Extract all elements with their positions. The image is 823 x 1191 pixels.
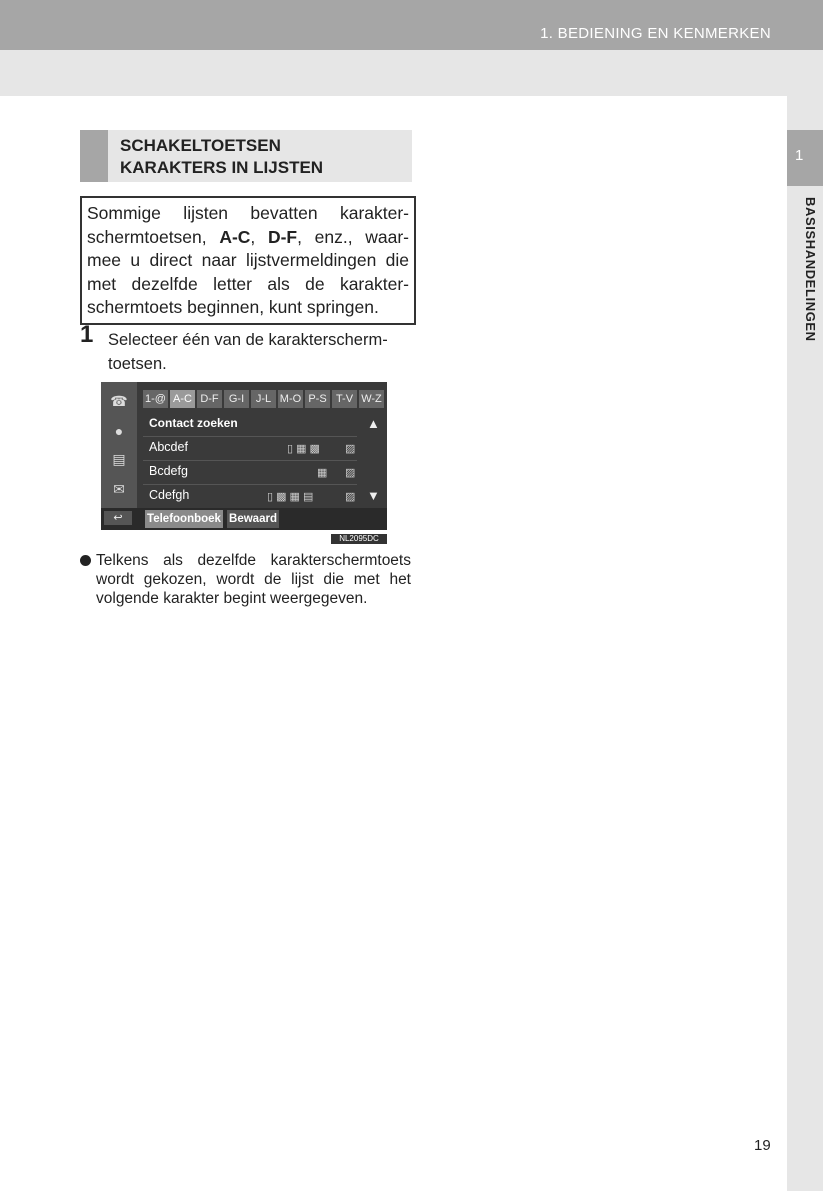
phone-number-icons: ▯ ▩ ▦ ▤ bbox=[267, 491, 314, 503]
row-divider bbox=[143, 460, 357, 461]
header-sub-bar bbox=[0, 50, 823, 96]
intro-separator: , bbox=[250, 226, 268, 247]
list-item[interactable]: Cdefgh bbox=[149, 488, 190, 502]
row-divider bbox=[143, 436, 357, 437]
list-item[interactable]: Abcdef bbox=[149, 440, 188, 454]
phone-number-icons: ▦ bbox=[317, 467, 328, 479]
section-title bbox=[120, 135, 323, 179]
email-icon: ▨ bbox=[345, 443, 356, 455]
email-icon: ▨ bbox=[345, 491, 356, 503]
intro-box bbox=[80, 196, 416, 325]
chapter-title: 1. BEDIENING EN KENMERKEN bbox=[540, 25, 771, 42]
section-heading bbox=[80, 130, 412, 182]
screen-illustration bbox=[101, 382, 387, 530]
char-tab-1[interactable]: 1-@ bbox=[143, 390, 168, 408]
char-tab-8[interactable]: T-V bbox=[332, 390, 357, 408]
char-tab-4[interactable]: G-I bbox=[224, 390, 249, 408]
row-divider bbox=[143, 484, 357, 485]
history-icon: ▤ bbox=[112, 451, 126, 467]
tab-bewaard[interactable]: Bewaard bbox=[227, 510, 279, 528]
scroll-down-icon[interactable]: ▼ bbox=[367, 488, 380, 503]
scroll-up-icon[interactable]: ▲ bbox=[367, 416, 380, 431]
intro-text-part2: , enz., waar-mee u direct naar lijstvermeldingen die met dezelfde letter als de karakter-schermtoets beginnen, kunt springen. bbox=[87, 226, 409, 317]
section-heading-marker bbox=[80, 130, 108, 182]
side-chapter-label: BASISHANDELINGEN bbox=[803, 197, 818, 342]
char-tab-3[interactable]: D-F bbox=[197, 390, 222, 408]
side-chapter-number: 1 bbox=[795, 147, 804, 164]
intro-key-ac: A-C bbox=[219, 226, 251, 247]
char-tab-7[interactable]: P-S bbox=[305, 390, 330, 408]
char-tab-5[interactable]: J-L bbox=[251, 390, 276, 408]
section-title-line2: KARAKTERS IN LIJSTEN bbox=[120, 158, 324, 177]
page-number: 19 bbox=[754, 1137, 771, 1154]
message-icon: ✉ bbox=[113, 481, 125, 497]
section-title-line1: SCHAKELTOETSEN bbox=[120, 136, 281, 155]
tab-telefoonboek[interactable]: Telefoonboek bbox=[145, 510, 223, 528]
screen-left-column bbox=[101, 382, 137, 508]
contact-icon: ● bbox=[114, 423, 124, 439]
phone-number-icons: ▯ ▦ ▩ bbox=[287, 443, 320, 455]
phone-icon: ☎ bbox=[110, 393, 128, 409]
top-header-bar bbox=[0, 0, 823, 50]
intro-text-part1: Sommige lijsten bevatten karakter-schermtoetsen, bbox=[87, 203, 409, 247]
step-number: 1 bbox=[80, 321, 94, 348]
back-icon[interactable]: ↩ bbox=[104, 511, 132, 525]
side-chapter-tab bbox=[787, 130, 823, 186]
email-icon: ▨ bbox=[345, 467, 356, 479]
image-code: NL2095DC bbox=[331, 534, 387, 544]
bullet-text: Telkens als dezelfde karakterschermtoets wordt gekozen, wordt de lijst die met het volgende karakter begint weergegeven. bbox=[96, 552, 411, 607]
bullet-dot-icon bbox=[80, 555, 91, 566]
step-text: Selecteer één van de karakterscherm-toetsen. bbox=[108, 331, 388, 373]
intro-key-df: D-F bbox=[267, 226, 298, 247]
list-item[interactable]: Bcdefg bbox=[149, 464, 188, 478]
contact-search-button[interactable]: Contact zoeken bbox=[149, 416, 238, 430]
bullet-note bbox=[80, 551, 411, 608]
char-tab-9[interactable]: W-Z bbox=[359, 390, 384, 408]
char-tab-6[interactable]: M-O bbox=[278, 390, 303, 408]
char-tab-2[interactable]: A-C bbox=[170, 390, 195, 408]
